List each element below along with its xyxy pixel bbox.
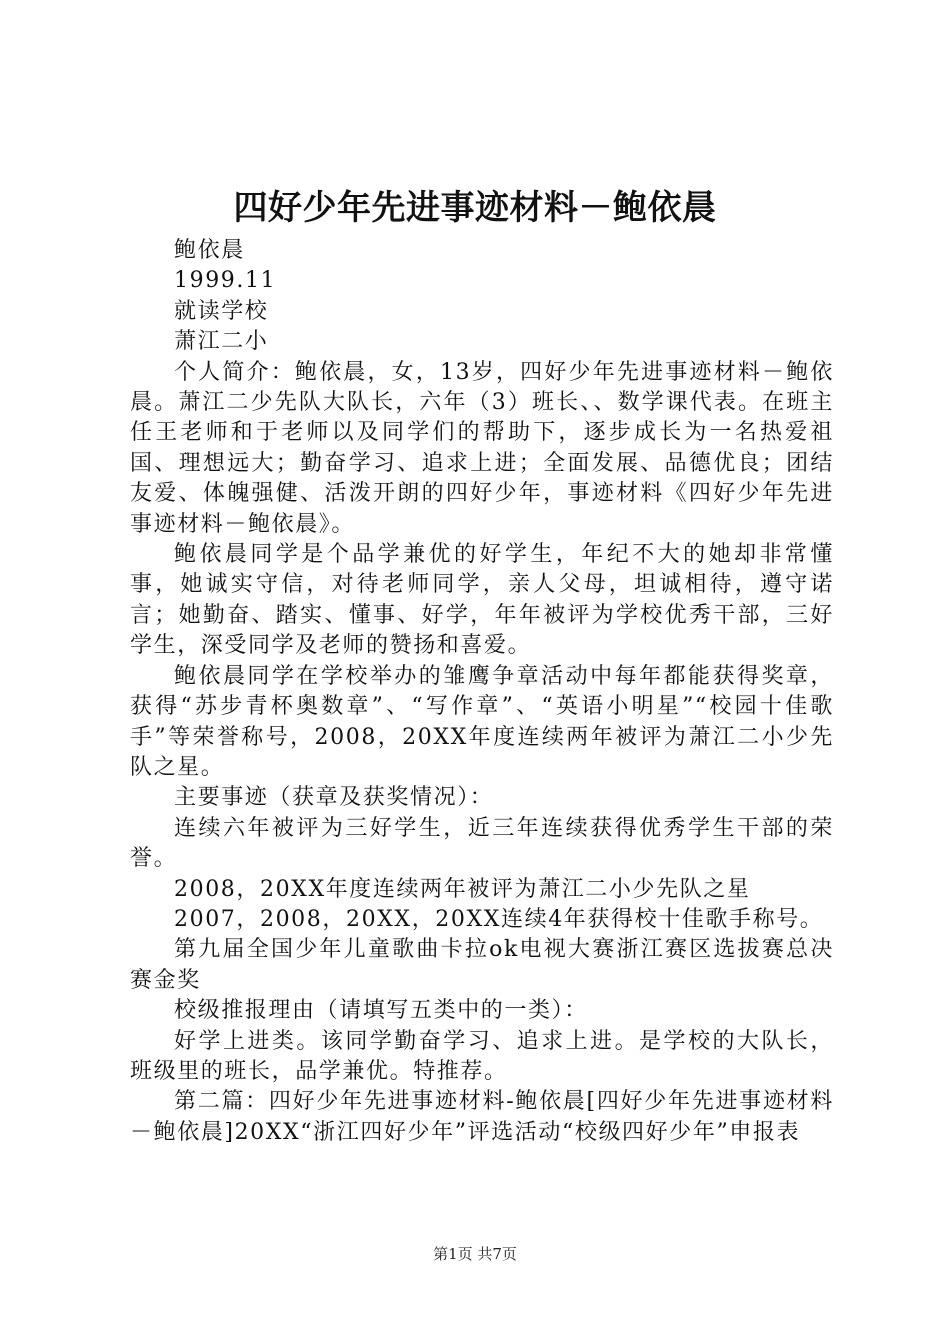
- paragraph-second-article: 第二篇：四好少年先进事迹材料-鲍依晨[四好少年先进事迹材料－鲍依晨]20XX“浙江四好少年”评选活动“校级四好少年”申报表: [130, 1089, 834, 1145]
- paragraph-badges: 鲍依晨同学在学校举办的雏鹰争章活动中每年都能获得奖章，获得“苏步青杯奥数章”、“写作章”、“英语小明星”“校园十佳歌手”等荣誉称号，2008，20XX年度连续两年被评为萧江二小少先队之星。: [130, 663, 834, 780]
- document-title: 四好少年先进事迹材料－鲍依晨: [233, 188, 717, 228]
- paragraph-profile: 个人简介：鲍依晨，女，13岁，四好少年先进事迹材料－鲍依晨。萧江二少先队大队长，六年（3）班长、、数学课代表。在班主任王老师和于老师以及同学们的帮助下，逐步成长为一名热爱祖国、理想远大；勤奋学习、追求上进；全面发展、品德优良；团结友爱、体魄强健、活泼开朗的四好少年，事迹材料《四好少年先进事迹材料－鲍依晨》。: [130, 359, 834, 537]
- paragraph-achievements-heading: 主要事迹（获章及获奖情况）：: [174, 785, 494, 811]
- paragraph-achievement-4: 第九届全国少年儿童歌曲卡拉ok电视大赛浙江赛区选拔赛总决赛金奖: [130, 937, 834, 993]
- page-number-footer: 第1页 共7页: [433, 1245, 517, 1263]
- paragraph-reason-heading: 校级推报理由（请填写五类中的一类）：: [174, 998, 588, 1024]
- document-body: [130, 236, 834, 1148]
- paragraph-achievement-3: 2007，2008，20XX，20XX连续4年获得校十佳歌手称号。: [174, 906, 824, 932]
- paragraph-school-label: 就读学校: [174, 298, 269, 324]
- paragraph-achievement-1: 连续六年被评为三好学生，近三年连续获得优秀学生干部的荣誉。: [130, 815, 834, 872]
- paragraph-reason: 好学上进类。该同学勤奋学习、追求上进。是学校的大队长，班级里的班长，品学兼优。特推荐。: [130, 1028, 834, 1084]
- paragraph-name: 鲍依晨: [174, 238, 245, 263]
- paragraph-school-name: 萧江二小: [174, 329, 269, 355]
- paragraph-character: 鲍依晨同学是个品学兼优的好学生，年纪不大的她却非常懂事，她诚实守信，对待老师同学，亲人父母，坦诚相待，遵守诺言；她勤奋、踏实、懂事、好学，年年被评为学校优秀干部，三好学生，深受同学及老师的赞扬和喜爱。: [130, 542, 834, 659]
- paragraph-birth-date: 1999.11: [174, 268, 277, 294]
- paragraph-achievement-2: 2008，20XX年度连续两年被评为萧江二小少先队之星: [174, 876, 751, 902]
